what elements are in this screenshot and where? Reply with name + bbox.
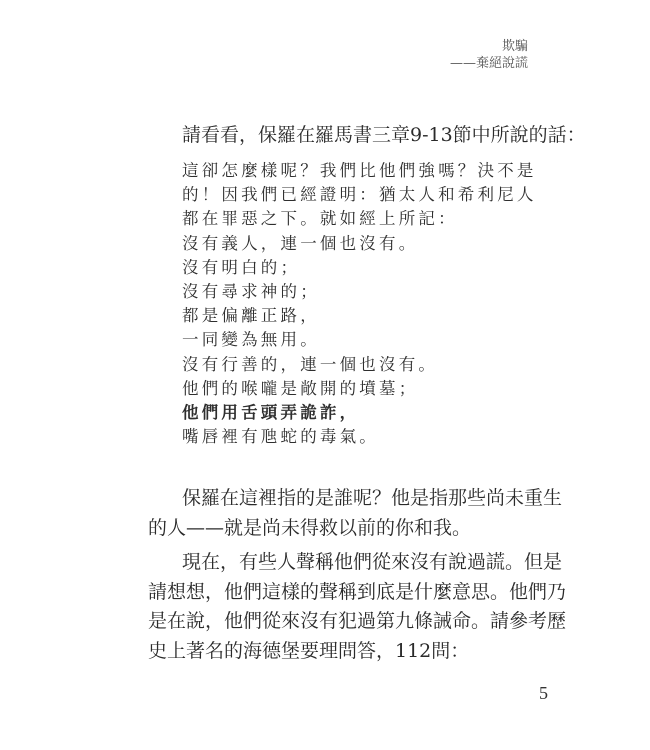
running-header [450, 38, 528, 72]
paragraph [148, 484, 563, 543]
paragraph-line: 史上著名的海德堡要理問答，112問： [148, 639, 470, 662]
quote-line: 都在罪惡之下。就如經上所記： [182, 209, 458, 229]
page-number: 5 [539, 683, 548, 703]
paragraph-line: 現在，有些人聲稱他們從來沒有說過謊。但是 [182, 551, 563, 573]
quote-line: 沒有明白的； [182, 257, 301, 277]
chapter-subtitle: ——棄絕說謊 [449, 56, 528, 71]
quote-line: 一同變為無用。 [182, 330, 320, 350]
paragraph [148, 548, 567, 666]
scripture-quote [182, 159, 537, 449]
quote-line: 他們的喉嚨是敞開的墳墓； [182, 378, 419, 398]
quote-line: 他們用舌頭弄詭詐， [182, 402, 360, 422]
paragraph-line: 的人——就是尚未得救以前的你和我。 [148, 516, 472, 539]
quote-line: 沒有尋求神的； [182, 281, 320, 301]
paragraph-line: 保羅在這裡指的是誰呢？他是指那些尚未重生 [182, 487, 563, 509]
paragraph-line: 是在說，他們從來沒有犯過第九條誡命。請參考歷 [148, 610, 567, 632]
chapter-title: 欺騙 [501, 39, 528, 54]
quote-line: 這卻怎麼樣呢？我們比他們強嗎？決不是 [182, 161, 537, 180]
intro-sentence: 請看看，保羅在羅馬書三章9-13節中所說的話： [182, 124, 586, 146]
quote-line: 的！因我們已經證明：猶太人和希利尼人 [182, 185, 537, 205]
quote-line: 沒有行善的，連一個也沒有。 [182, 354, 439, 374]
quote-line: 都是偏離正路， [182, 306, 320, 326]
quote-line: 沒有義人，連一個也沒有。 [182, 233, 419, 253]
body-text [148, 484, 567, 671]
quote-line: 嘴唇裡有虺蛇的毒氣。 [182, 427, 379, 447]
paragraph-line: 請想想，他們這樣的聲稱到底是什麼意思。他們乃 [148, 580, 567, 603]
